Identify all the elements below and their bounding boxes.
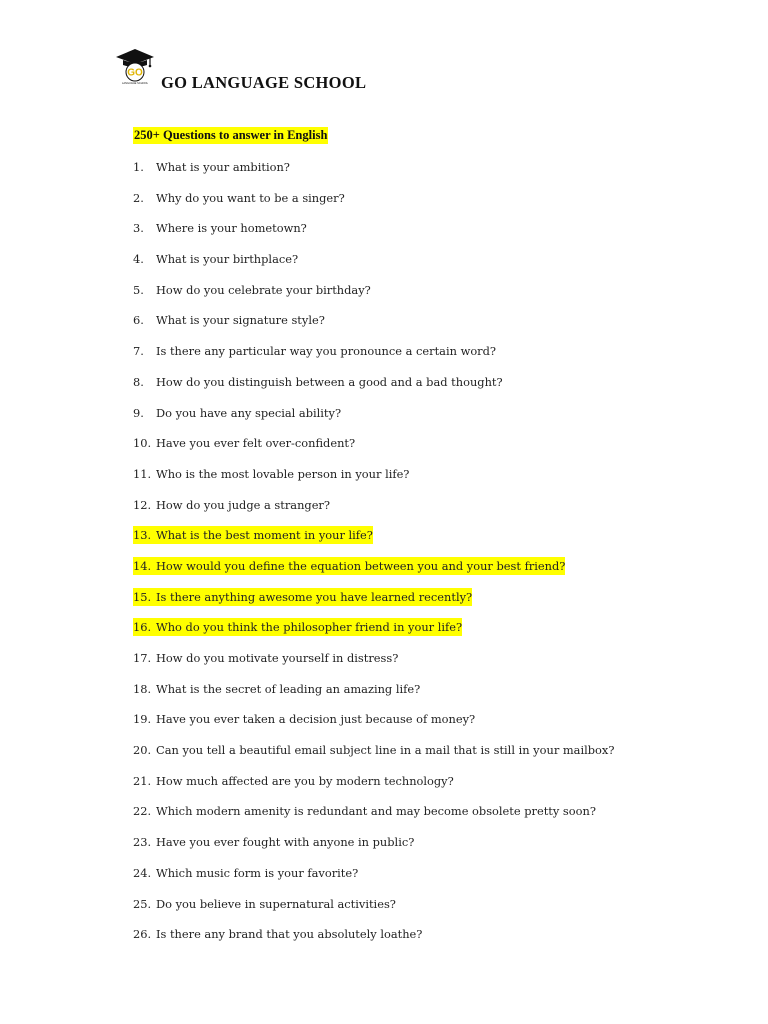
question-text: What is the secret of leading an amazing life? — [156, 681, 421, 696]
question-number: 22. — [133, 804, 152, 819]
question-number: 5. — [133, 282, 144, 297]
question-text: How much affected are you by modern technology? — [156, 773, 454, 788]
question-item — [133, 802, 614, 833]
question-text: Is there any particular way you pronounce a certain word? — [156, 344, 497, 359]
question-item — [133, 158, 614, 189]
question-item — [133, 434, 614, 465]
question-text: How do you motivate yourself in distress? — [156, 651, 399, 665]
question-number: 4. — [133, 252, 144, 267]
question-number: 11. — [133, 466, 152, 481]
question-number: 9. — [133, 405, 144, 420]
question-item — [133, 864, 614, 895]
question-text: Where is your hometown? — [156, 221, 307, 236]
question-text: Who is the most lovable person in your life? — [156, 466, 410, 481]
logo-caption: LANGUAGE SCHOOL — [121, 82, 149, 85]
question-item — [133, 710, 614, 741]
question-item — [133, 465, 614, 496]
question-number: 2. — [133, 190, 144, 205]
questions-list — [133, 158, 614, 956]
graduation-cap-logo-icon — [114, 48, 156, 86]
question-number: 21. — [133, 773, 152, 788]
question-item — [133, 833, 614, 864]
question-item — [133, 281, 614, 312]
question-item — [133, 741, 614, 772]
question-number: 18. — [133, 681, 152, 696]
logo-text: GO — [127, 67, 143, 79]
question-text: What is your birthplace? — [156, 252, 299, 267]
question-text: Why do you want to be a singer? — [156, 190, 345, 205]
question-number: 17. — [133, 651, 152, 665]
question-item — [133, 404, 614, 435]
question-item — [133, 250, 614, 281]
question-number: 12. — [133, 497, 152, 512]
question-number: 8. — [133, 374, 144, 389]
question-number: 7. — [133, 344, 144, 359]
question-number: 10. — [133, 436, 152, 451]
question-text: Have you ever fought with anyone in public? — [156, 835, 415, 850]
question-item — [133, 618, 614, 649]
school-name: GO LANGUAGE SCHOOL — [161, 73, 367, 92]
question-number: 24. — [133, 865, 152, 880]
question-item — [133, 895, 614, 926]
question-number: 25. — [133, 896, 152, 911]
question-item — [133, 189, 614, 220]
question-text: Which music form is your favorite? — [156, 865, 359, 880]
question-text: What is the best moment in your life? — [156, 528, 373, 543]
question-item — [133, 526, 614, 557]
question-item — [133, 219, 614, 250]
question-text: How do you celebrate your birthday? — [156, 282, 371, 297]
question-number: 14. — [133, 558, 152, 573]
question-text: Who do you think the philosopher friend in your life? — [156, 620, 463, 635]
question-text: Do you have any special ability? — [156, 405, 342, 420]
question-item — [133, 649, 614, 680]
question-item — [133, 680, 614, 711]
question-number: 23. — [133, 835, 152, 850]
question-item — [133, 373, 614, 404]
question-item — [133, 496, 614, 527]
question-number: 6. — [133, 313, 144, 328]
question-item — [133, 557, 614, 588]
question-number: 15. — [133, 589, 152, 604]
question-text: What is your ambition? — [156, 160, 290, 174]
question-text: How do you distinguish between a good and a bad thought? — [156, 374, 503, 389]
question-item — [133, 342, 614, 373]
question-item — [133, 925, 614, 956]
question-text: Have you ever felt over-confident? — [156, 436, 356, 451]
question-text: Which modern amenity is redundant and may become obsolete pretty soon? — [156, 804, 596, 819]
question-item — [133, 772, 614, 803]
question-text: How would you define the equation between you and your best friend? — [156, 558, 566, 573]
question-number: 16. — [133, 620, 152, 635]
question-item — [133, 311, 614, 342]
document-subtitle: 250+ Questions to answer in English — [134, 128, 328, 142]
question-text: Do you believe in supernatural activities? — [156, 896, 396, 911]
question-number: 20. — [133, 743, 152, 758]
question-number: 3. — [133, 221, 144, 236]
question-text: Can you tell a beautiful email subject line in a mail that is still in your mailbox? — [156, 743, 615, 758]
question-text: Is there any brand that you absolutely loathe? — [156, 927, 423, 942]
question-text: Is there anything awesome you have learned recently? — [156, 589, 473, 604]
question-number: 13. — [133, 528, 152, 543]
question-number: 26. — [133, 927, 152, 942]
question-text: How do you judge a stranger? — [156, 497, 330, 512]
question-number: 19. — [133, 712, 152, 727]
question-text: What is your signature style? — [156, 313, 325, 328]
question-number: 1. — [133, 160, 144, 174]
question-item — [133, 588, 614, 619]
question-text: Have you ever taken a decision just because of money? — [156, 712, 476, 727]
